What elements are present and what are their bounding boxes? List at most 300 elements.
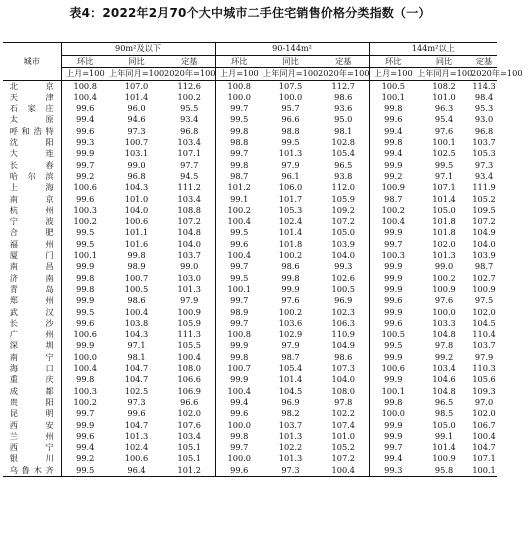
table-row: [3, 103, 497, 114]
value-cell: 100.4: [472, 430, 496, 441]
value-cell: 96.5: [334, 159, 353, 170]
value-cell: 100.2: [61, 216, 109, 227]
value-cell: 107.4: [331, 419, 355, 430]
value-cell: 104.5: [472, 317, 496, 328]
value-cell: 100.4: [369, 216, 417, 227]
value-cell: 99.7: [215, 318, 263, 329]
value-cell: 103.7: [278, 419, 303, 430]
value-cell: 99.8: [127, 250, 146, 261]
value-cell: 101.2: [164, 465, 215, 477]
value-cell: 99.5: [61, 227, 109, 238]
value-cell: 103.4: [177, 137, 201, 148]
value-cell: 99.3: [61, 137, 109, 148]
table-row: [3, 126, 497, 137]
value-cell: 101.8: [278, 238, 303, 249]
city-cell: [3, 420, 61, 431]
value-cell: 111.2: [177, 182, 201, 193]
table-row: [3, 329, 497, 340]
city-cell: [3, 194, 61, 205]
table-row: [3, 137, 497, 148]
value-cell: 99.8: [281, 272, 300, 283]
base-header: 上月=100: [369, 68, 417, 80]
city-name: 呼和浩特: [9, 125, 54, 136]
value-cell: 96.8: [180, 125, 199, 136]
city-cell: [3, 182, 61, 193]
table-row: [3, 227, 497, 238]
value-cell: 100.5: [369, 80, 417, 92]
value-cell: 98.7: [369, 194, 417, 205]
city-name: 昆明: [9, 408, 54, 419]
value-cell: 99.9: [369, 160, 417, 171]
value-cell: 102.0: [432, 238, 456, 249]
city-name: 长沙: [9, 317, 54, 328]
value-cell: 100.3: [369, 250, 417, 261]
value-cell: 99.4: [61, 442, 109, 453]
value-cell: 107.1: [432, 182, 456, 193]
value-cell: 101.3: [278, 148, 303, 159]
value-cell: 99.6: [61, 431, 109, 442]
subcolumn-header: 定基: [318, 56, 369, 68]
value-cell: 97.9: [180, 295, 199, 306]
city-cell: [3, 408, 61, 419]
base-header: 2020年=100: [164, 68, 216, 79]
value-cell: 97.8: [434, 340, 454, 351]
city-name: 济南: [9, 272, 54, 283]
city-name: 广州: [9, 329, 54, 340]
value-cell: 100.4: [215, 386, 263, 397]
value-cell: 101.3: [278, 430, 303, 441]
table-row: [3, 216, 497, 227]
value-cell: 100.4: [318, 465, 369, 477]
value-cell: 96.9: [281, 396, 300, 407]
city-name: 兰州: [9, 430, 54, 441]
value-cell: 108.0: [177, 363, 201, 374]
city-name: 厦门: [9, 250, 54, 261]
value-cell: 99.1: [434, 430, 454, 441]
value-cell: 99.9: [369, 261, 417, 272]
value-cell: 95.0: [334, 114, 353, 125]
group-header-small: 90m²及以下: [61, 43, 215, 56]
city-cell: [3, 386, 61, 397]
city-cell: [3, 103, 61, 114]
value-cell: 106.9: [177, 385, 201, 396]
table-row: [3, 250, 497, 261]
city-name: 太原: [9, 114, 54, 125]
city-cell: [3, 397, 61, 408]
value-cell: 107.2: [331, 453, 355, 464]
city-name: 重庆: [9, 374, 54, 385]
city-cell: [3, 216, 61, 227]
value-cell: 103.7: [177, 250, 201, 261]
value-cell: 104.7: [124, 374, 149, 385]
table-row: [3, 160, 497, 171]
value-cell: 102.2: [331, 408, 355, 419]
value-cell: 99.5: [215, 273, 263, 284]
value-cell: 109.2: [331, 204, 355, 215]
value-cell: 99.4: [215, 397, 263, 408]
subcolumn-header-row: [3, 56, 497, 68]
value-cell: 99.8: [369, 137, 417, 148]
value-cell: 101.3: [432, 250, 456, 261]
city-name: 武汉: [9, 306, 54, 317]
value-cell: 99.0: [180, 261, 199, 272]
value-cell: 105.1: [177, 442, 201, 453]
city-name: 合肥: [9, 227, 54, 238]
value-cell: 97.9: [281, 159, 300, 170]
value-cell: 100.9: [369, 182, 417, 193]
value-cell: 99.9: [215, 374, 263, 385]
city-name: 西宁: [9, 442, 54, 453]
base-header-row: [3, 68, 497, 80]
table-row: [3, 239, 497, 250]
city-name: 杭州: [9, 204, 54, 215]
value-cell: 107.2: [177, 216, 201, 227]
value-cell: 98.9: [127, 261, 146, 272]
value-cell: 99.6: [61, 194, 109, 205]
value-cell: 100.1: [472, 464, 496, 475]
value-cell: 99.7: [215, 442, 263, 453]
value-cell: 99.5: [281, 137, 300, 148]
value-cell: 99.7: [215, 261, 263, 272]
value-cell: 100.5: [369, 329, 417, 340]
value-cell: 99.9: [61, 261, 109, 272]
value-cell: 110.3: [472, 363, 496, 374]
value-cell: 97.3: [127, 396, 146, 407]
city-cell: [3, 352, 61, 363]
value-cell: 99.7: [215, 103, 263, 114]
value-cell: 94.6: [127, 114, 146, 125]
value-cell: 100.2: [215, 205, 263, 216]
base-header: 上月=100: [215, 68, 263, 80]
city-cell: [3, 239, 61, 250]
value-cell: 100.9: [432, 283, 456, 294]
value-cell: 96.8: [474, 125, 494, 136]
value-cell: 107.2: [331, 216, 355, 227]
value-cell: 105.3: [472, 148, 496, 159]
city-cell: [3, 284, 61, 295]
value-cell: 99.6: [61, 103, 109, 114]
value-cell: 101.3: [124, 430, 149, 441]
value-cell: 98.1: [127, 351, 146, 362]
value-cell: 93.6: [334, 103, 353, 114]
value-cell: 105.2: [331, 442, 355, 453]
value-cell: 102.2: [278, 442, 303, 453]
subcolumn-header: 同比: [417, 56, 471, 68]
city-name: 南宁: [9, 351, 54, 362]
value-cell: 107.1: [472, 453, 496, 464]
value-cell: 99.9: [369, 420, 417, 431]
base-header: 上月=100: [61, 68, 109, 80]
city-name: 上海: [9, 182, 54, 193]
value-cell: 101.2: [215, 182, 263, 193]
value-cell: 100.6: [369, 363, 417, 374]
city-cell: [3, 126, 61, 137]
city-name: 长春: [9, 159, 54, 170]
city-cell: [3, 363, 61, 374]
subcolumn-header: 环比: [369, 56, 417, 68]
city-name: 天津: [9, 91, 54, 102]
value-cell: 103.4: [177, 430, 201, 441]
table-header: [3, 43, 523, 81]
city-name: 乌鲁木齐: [9, 464, 54, 475]
value-cell: 99.3: [369, 465, 417, 477]
value-cell: 99.8: [369, 103, 417, 114]
city-cell: [3, 431, 61, 442]
value-cell: 100.6: [61, 182, 109, 193]
value-cell: 99.8: [61, 374, 109, 385]
value-cell: 99.9: [215, 340, 263, 351]
value-cell: 104.7: [472, 442, 496, 453]
table-row: [3, 431, 497, 442]
city-cell: [3, 374, 61, 385]
value-cell: 99.7: [369, 239, 417, 250]
value-cell: 100.9: [177, 306, 201, 317]
value-cell: 103.7: [472, 137, 496, 148]
table-row: [3, 273, 497, 284]
value-cell: 97.3: [127, 125, 146, 136]
value-cell: 99.9: [369, 284, 417, 295]
value-cell: 98.6: [334, 91, 353, 102]
city-cell: [3, 453, 61, 464]
value-cell: 103.6: [278, 317, 303, 328]
city-name: 贵阳: [9, 396, 54, 407]
table-row: [3, 307, 497, 318]
price-index-table-wrap: [3, 42, 523, 477]
table-row: [3, 363, 497, 374]
value-cell: 100.7: [124, 272, 149, 283]
subcolumn-header: 定基: [164, 56, 215, 68]
value-cell: 99.7: [61, 408, 109, 419]
value-cell: 100.8: [215, 329, 263, 340]
value-cell: 108.2: [432, 80, 456, 91]
value-cell: 99.6: [61, 126, 109, 137]
value-cell: 99.9: [369, 227, 417, 238]
value-cell: 100.6: [124, 216, 149, 227]
city-name: 大连: [9, 148, 54, 159]
value-cell: 99.9: [61, 340, 109, 351]
value-cell: 99.0: [434, 261, 454, 272]
city-name: 西安: [9, 419, 54, 430]
value-cell: 101.4: [278, 227, 303, 238]
subcolumn-header: 环比: [61, 56, 109, 68]
value-cell: 105.4: [278, 363, 303, 374]
value-cell: 99.0: [127, 159, 146, 170]
value-cell: 97.0: [474, 396, 494, 407]
value-cell: 105.1: [177, 453, 201, 464]
value-cell: 104.8: [432, 329, 456, 340]
value-cell: 102.9: [278, 329, 303, 340]
value-cell: 107.0: [124, 80, 149, 91]
value-cell: 100.1: [432, 137, 456, 148]
value-cell: 98.2: [281, 408, 300, 419]
city-cell: [3, 92, 61, 103]
value-cell: 98.6: [281, 261, 300, 272]
value-cell: 100.2: [369, 205, 417, 216]
value-cell: 100.1: [369, 92, 417, 103]
value-cell: 99.8: [61, 284, 109, 295]
value-cell: 102.4: [124, 442, 149, 453]
value-cell: 100.8: [215, 80, 263, 92]
value-cell: 96.6: [281, 114, 300, 125]
value-cell: 100.9: [472, 283, 496, 294]
subcolumn-header: 同比: [109, 56, 164, 68]
value-cell: 103.9: [472, 250, 496, 261]
value-cell: 108.0: [331, 385, 355, 396]
value-cell: 105.9: [331, 193, 355, 204]
value-cell: 100.6: [61, 329, 109, 340]
value-cell: 93.4: [474, 170, 494, 181]
value-cell: 98.4: [474, 91, 494, 102]
city-cell: [3, 442, 61, 453]
table-row: [3, 114, 497, 125]
table-row: [3, 205, 497, 216]
value-cell: 96.0: [127, 103, 146, 114]
value-cell: 99.7: [215, 295, 263, 306]
value-cell: 103.0: [177, 272, 201, 283]
value-cell: 99.5: [61, 465, 109, 477]
table-row: [3, 148, 497, 159]
value-cell: 104.3: [124, 182, 149, 193]
value-cell: 100.0: [369, 408, 417, 419]
value-cell: 108.8: [177, 204, 201, 215]
value-cell: 94.5: [180, 170, 199, 181]
value-cell: 101.4: [432, 442, 456, 453]
value-cell: 99.9: [61, 420, 109, 431]
value-cell: 98.8: [215, 137, 263, 148]
table-body: [3, 80, 497, 476]
value-cell: 96.9: [334, 295, 353, 306]
value-cell: 106.6: [177, 374, 201, 385]
value-cell: 105.0: [432, 204, 456, 215]
value-cell: 93.8: [334, 170, 353, 181]
table-row: [3, 80, 497, 92]
value-cell: 99.7: [61, 160, 109, 171]
value-cell: 101.8: [432, 227, 456, 238]
value-cell: 96.8: [127, 170, 146, 181]
value-cell: 106.3: [331, 317, 355, 328]
table-row: [3, 374, 497, 385]
city-cell: [3, 205, 61, 216]
city-cell: [3, 465, 61, 477]
value-cell: 99.6: [127, 408, 146, 419]
base-header: 上年同月=100: [263, 68, 319, 79]
value-cell: 95.8: [417, 465, 471, 477]
city-name: 南昌: [9, 261, 54, 272]
value-cell: 97.1: [434, 170, 454, 181]
table-row: [3, 442, 497, 453]
value-cell: 106.7: [472, 419, 496, 430]
value-cell: 99.6: [369, 318, 417, 329]
value-cell: 105.4: [331, 148, 355, 159]
city-cell: [3, 340, 61, 351]
value-cell: 101.0: [124, 193, 149, 204]
value-cell: 107.5: [278, 80, 303, 91]
value-cell: 102.0: [472, 306, 496, 317]
value-cell: 98.7: [281, 351, 300, 362]
table-row: [3, 318, 497, 329]
value-cell: 100.5: [331, 283, 355, 294]
value-cell: 101.7: [278, 193, 303, 204]
value-cell: 105.5: [177, 340, 201, 351]
value-cell: 97.6: [434, 125, 454, 136]
value-cell: 102.3: [331, 306, 355, 317]
value-cell: 98.7: [215, 171, 263, 182]
subcolumn-header: 定基: [471, 56, 497, 68]
value-cell: 102.6: [331, 272, 355, 283]
value-cell: 112.6: [177, 80, 201, 91]
value-cell: 99.3: [334, 261, 353, 272]
value-cell: 99.5: [61, 307, 109, 318]
group-header-large: 144m²以上: [369, 43, 497, 56]
value-cell: 100.1: [215, 284, 263, 295]
value-cell: 99.8: [61, 273, 109, 284]
city-cell: [3, 295, 61, 306]
value-cell: 99.4: [61, 114, 109, 125]
value-cell: 101.3: [278, 453, 303, 464]
value-cell: 100.5: [124, 283, 149, 294]
value-cell: 99.8: [215, 352, 263, 363]
value-cell: 98.7: [474, 261, 494, 272]
value-cell: 104.0: [472, 238, 496, 249]
value-cell: 99.2: [369, 171, 417, 182]
value-cell: 100.8: [61, 80, 109, 92]
table-row: [3, 295, 497, 306]
value-cell: 101.0: [331, 430, 355, 441]
value-cell: 103.1: [124, 148, 149, 159]
value-cell: 100.4: [215, 250, 263, 261]
city-name: 深圳: [9, 340, 54, 351]
value-cell: 99.8: [215, 431, 263, 442]
base-header: 上年同月=100: [109, 68, 165, 79]
subcolumn-header: 环比: [215, 56, 263, 68]
value-cell: 97.9: [474, 351, 494, 362]
value-cell: 99.5: [215, 227, 263, 238]
city-cell: [3, 318, 61, 329]
group-header-medium: 90-144m²: [215, 43, 369, 56]
table-row: [3, 92, 497, 103]
value-cell: 102.8: [331, 137, 355, 148]
value-cell: 97.1: [127, 340, 146, 351]
value-cell: 104.0: [331, 250, 355, 261]
table-title: 表4：2022年2月70个大中城市二手住宅销售价格分类指数（一）: [69, 6, 431, 20]
city-cell: [3, 171, 61, 182]
city-cell: [3, 273, 61, 284]
value-cell: 100.6: [124, 453, 149, 464]
value-cell: 101.8: [432, 216, 456, 227]
city-cell: [3, 227, 61, 238]
value-cell: 99.7: [369, 442, 417, 453]
value-cell: 98.5: [434, 408, 454, 419]
value-cell: 99.9: [369, 431, 417, 442]
value-cell: 96.5: [434, 396, 454, 407]
city-name: 沈阳: [9, 137, 54, 148]
value-cell: 100.0: [215, 453, 263, 464]
value-cell: 100.7: [215, 363, 263, 374]
value-cell: 99.2: [61, 171, 109, 182]
value-cell: 99.4: [369, 148, 417, 159]
base-header: 上年同月=100: [417, 68, 473, 79]
value-cell: 99.6: [215, 465, 263, 477]
value-cell: 100.4: [124, 306, 149, 317]
value-cell: 110.4: [472, 329, 496, 340]
value-cell: 101.1: [124, 227, 149, 238]
value-cell: 107.3: [331, 363, 355, 374]
table-row: [3, 284, 497, 295]
value-cell: 95.7: [281, 103, 300, 114]
value-cell: 100.2: [278, 306, 303, 317]
value-cell: 100.4: [61, 92, 109, 103]
value-cell: 104.9: [331, 340, 355, 351]
